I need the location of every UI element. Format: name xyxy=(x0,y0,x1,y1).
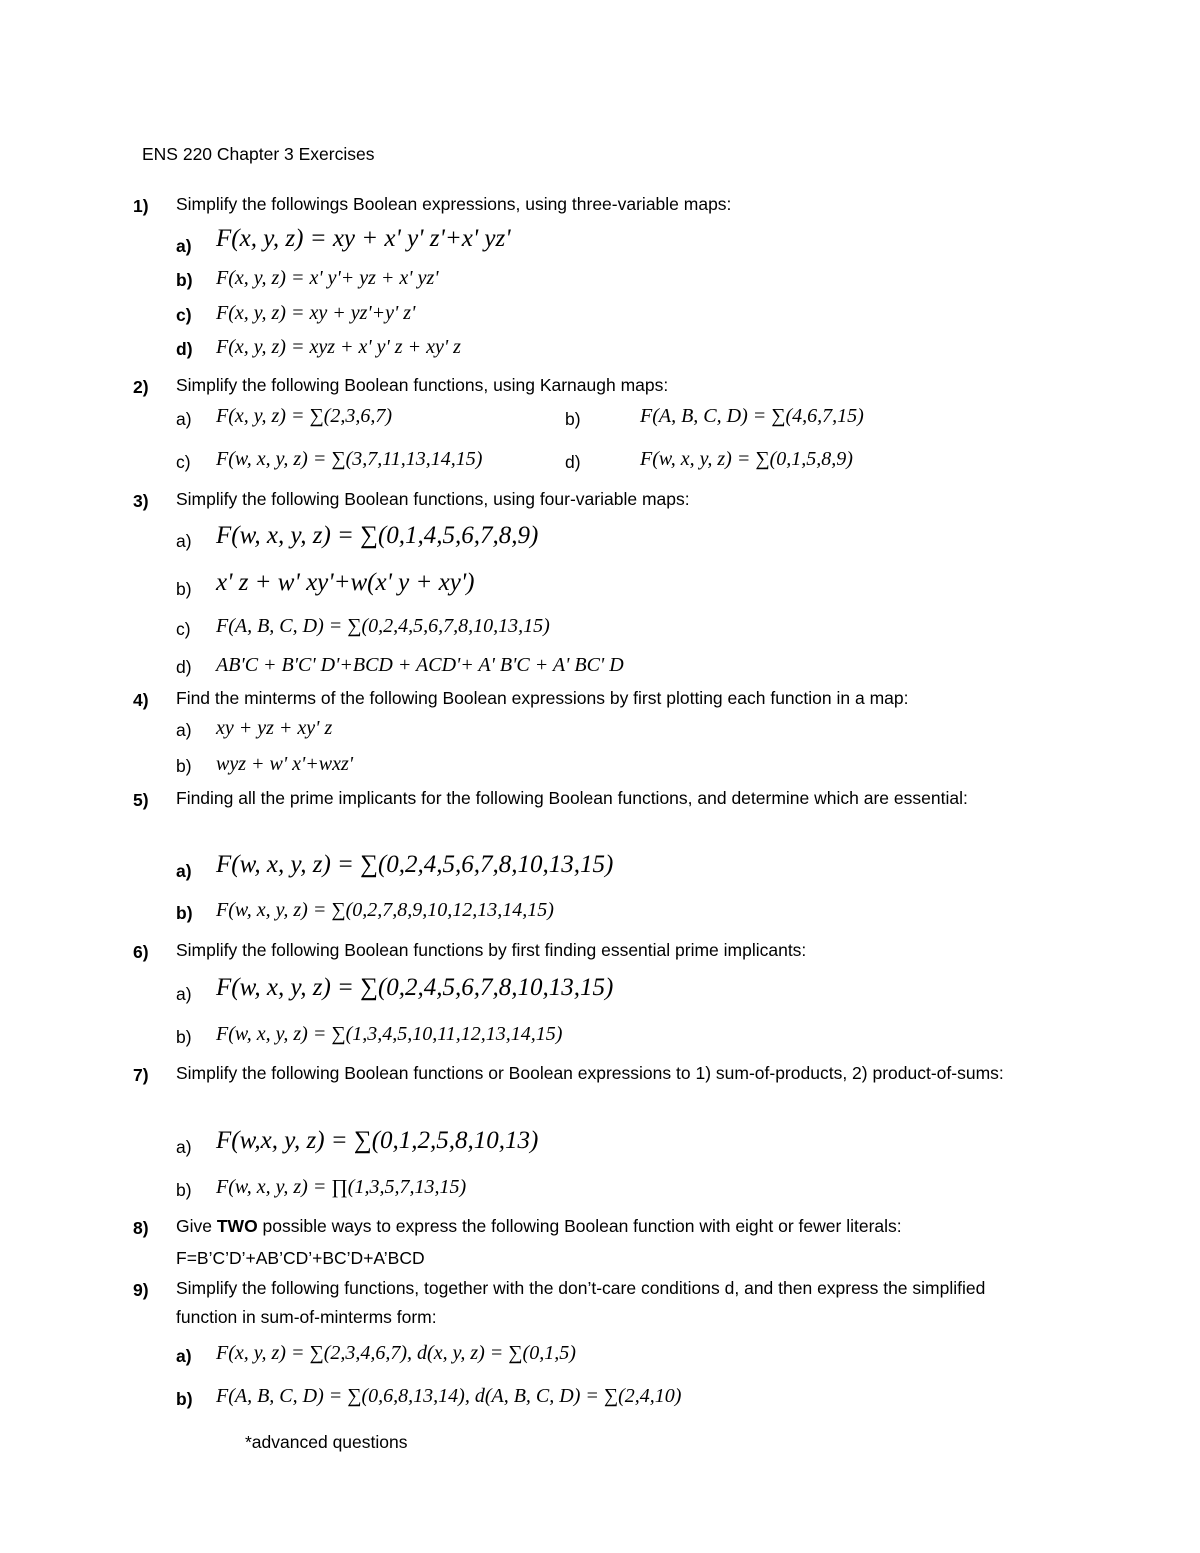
q2-c-expression: F(w, x, y, z) = ∑(3,7,11,13,14,15) xyxy=(216,448,483,470)
q2-a-expression: F(x, y, z) = ∑(2,3,6,7) xyxy=(216,405,393,427)
q7-a-label: a) xyxy=(176,1137,192,1157)
question-5-text: Finding all the prime implicants for the following Boolean functions, and determine which are essential: xyxy=(176,788,968,808)
q6-a-expression: F(w, x, y, z) = ∑(0,2,4,5,6,7,8,10,13,15) xyxy=(216,974,614,1001)
q2-b-expression: F(A, B, C, D) = ∑(4,6,7,15) xyxy=(640,405,864,427)
q3-d-label: d) xyxy=(176,657,192,677)
q1-c-label: c) xyxy=(176,305,192,325)
q3-a-expression: F(w, x, y, z) = ∑(0,1,4,5,6,7,8,9) xyxy=(216,522,539,549)
q1-a-expression: F(x, y, z) = xy + x' y' z'+x' yz' xyxy=(216,225,511,252)
q3-d-expression: AB'C + B'C' D'+BCD + ACD'+ A' B'C + A' BC' D xyxy=(216,654,624,676)
q9-b-expression: F(A, B, C, D) = ∑(0,6,8,13,14), d(A, B, C, D) = ∑(2,4,10) xyxy=(216,1385,682,1407)
q6-b-label: b) xyxy=(176,1027,192,1047)
q5-a-label: a) xyxy=(176,861,192,881)
question-3-text: Simplify the following Boolean functions, using four-variable maps: xyxy=(176,489,690,509)
q6-a-label: a) xyxy=(176,984,192,1004)
question-7-text: Simplify the following Boolean functions or Boolean expressions to 1) sum-of-products, 2) product-of-sums: xyxy=(176,1063,1004,1083)
q3-c-expression: F(A, B, C, D) = ∑(0,2,4,5,6,7,8,10,13,15) xyxy=(216,615,550,637)
q4-b-label: b) xyxy=(176,756,192,776)
q9-a-label: a) xyxy=(176,1346,192,1366)
q2-b-label: b) xyxy=(565,409,581,429)
q3-b-label: b) xyxy=(176,579,192,599)
q9-b-label: b) xyxy=(176,1389,193,1409)
q7-b-expression: F(w, x, y, z) = ∏(1,3,5,7,13,15) xyxy=(216,1176,467,1198)
q1-d-expression: F(x, y, z) = xyz + x' y' z + xy' z xyxy=(216,336,461,358)
q2-c-label: c) xyxy=(176,452,191,472)
q7-b-label: b) xyxy=(176,1180,192,1200)
question-4-text: Find the minterms of the following Boolean expressions by first plotting each function in a map: xyxy=(176,688,909,708)
question-9-number: 9) xyxy=(133,1280,149,1300)
q1-a-label: a) xyxy=(176,236,192,256)
q8-text-emphasis: TWO xyxy=(216,1216,258,1236)
question-4-number: 4) xyxy=(133,690,149,710)
question-8-text xyxy=(176,1212,1056,1241)
q8-text-post: possible ways to express the following Boolean function with eight or fewer literals: xyxy=(257,1216,902,1236)
question-2-text: Simplify the following Boolean functions, using Karnaugh maps: xyxy=(176,375,669,395)
q5-a-expression: F(w, x, y, z) = ∑(0,2,4,5,6,7,8,10,13,15) xyxy=(216,851,614,878)
page-title: ENS 220 Chapter 3 Exercises xyxy=(142,144,375,164)
q1-c-expression: F(x, y, z) = xy + yz'+y' z' xyxy=(216,302,416,324)
question-9-text: Simplify the following functions, together with the don’t-care conditions d, and then express the simplified function in sum-of-minterms form: xyxy=(176,1278,986,1327)
q1-b-label: b) xyxy=(176,270,193,290)
question-1-number: 1) xyxy=(133,196,149,216)
q3-a-label: a) xyxy=(176,531,192,551)
question-6-text: Simplify the following Boolean functions by first finding essential prime implicants: xyxy=(176,940,807,960)
q2-d-expression: F(w, x, y, z) = ∑(0,1,5,8,9) xyxy=(640,448,853,470)
question-7-number: 7) xyxy=(133,1065,149,1085)
q4-b-expression: wyz + w' x'+wxz' xyxy=(216,753,354,775)
q3-c-label: c) xyxy=(176,619,191,639)
question-2-number: 2) xyxy=(133,377,149,397)
question-8-number: 8) xyxy=(133,1218,149,1238)
q8-text-pre: Give xyxy=(176,1216,217,1236)
question-6-number: 6) xyxy=(133,942,149,962)
q1-d-label: d) xyxy=(176,339,193,359)
q2-d-label: d) xyxy=(565,452,581,472)
q5-b-expression: F(w, x, y, z) = ∑(0,2,7,8,9,10,12,13,14,15) xyxy=(216,899,554,921)
q2-a-label: a) xyxy=(176,409,192,429)
q4-a-label: a) xyxy=(176,720,192,740)
q1-b-expression: F(x, y, z) = x' y'+ yz + x' yz' xyxy=(216,267,439,289)
q5-b-label: b) xyxy=(176,903,193,923)
advanced-note: *advanced questions xyxy=(245,1432,408,1452)
question-1-text: Simplify the followings Boolean expressions, using three-variable maps: xyxy=(176,194,732,214)
question-5-number: 5) xyxy=(133,790,149,810)
q7-a-expression: F(w,x, y, z) = ∑(0,1,2,5,8,10,13) xyxy=(216,1127,539,1154)
q6-b-expression: F(w, x, y, z) = ∑(1,3,4,5,10,11,12,13,14,15) xyxy=(216,1023,563,1045)
q9-a-expression: F(x, y, z) = ∑(2,3,4,6,7), d(x, y, z) = ∑(0,1,5) xyxy=(216,1342,576,1364)
q8-expression: F=B’C’D’+AB’CD’+BC’D+A’BCD xyxy=(176,1248,425,1268)
question-3-number: 3) xyxy=(133,491,149,511)
q4-a-expression: xy + yz + xy' z xyxy=(216,717,333,739)
q3-b-expression: x' z + w' xy'+w(x' y + xy') xyxy=(216,569,475,596)
